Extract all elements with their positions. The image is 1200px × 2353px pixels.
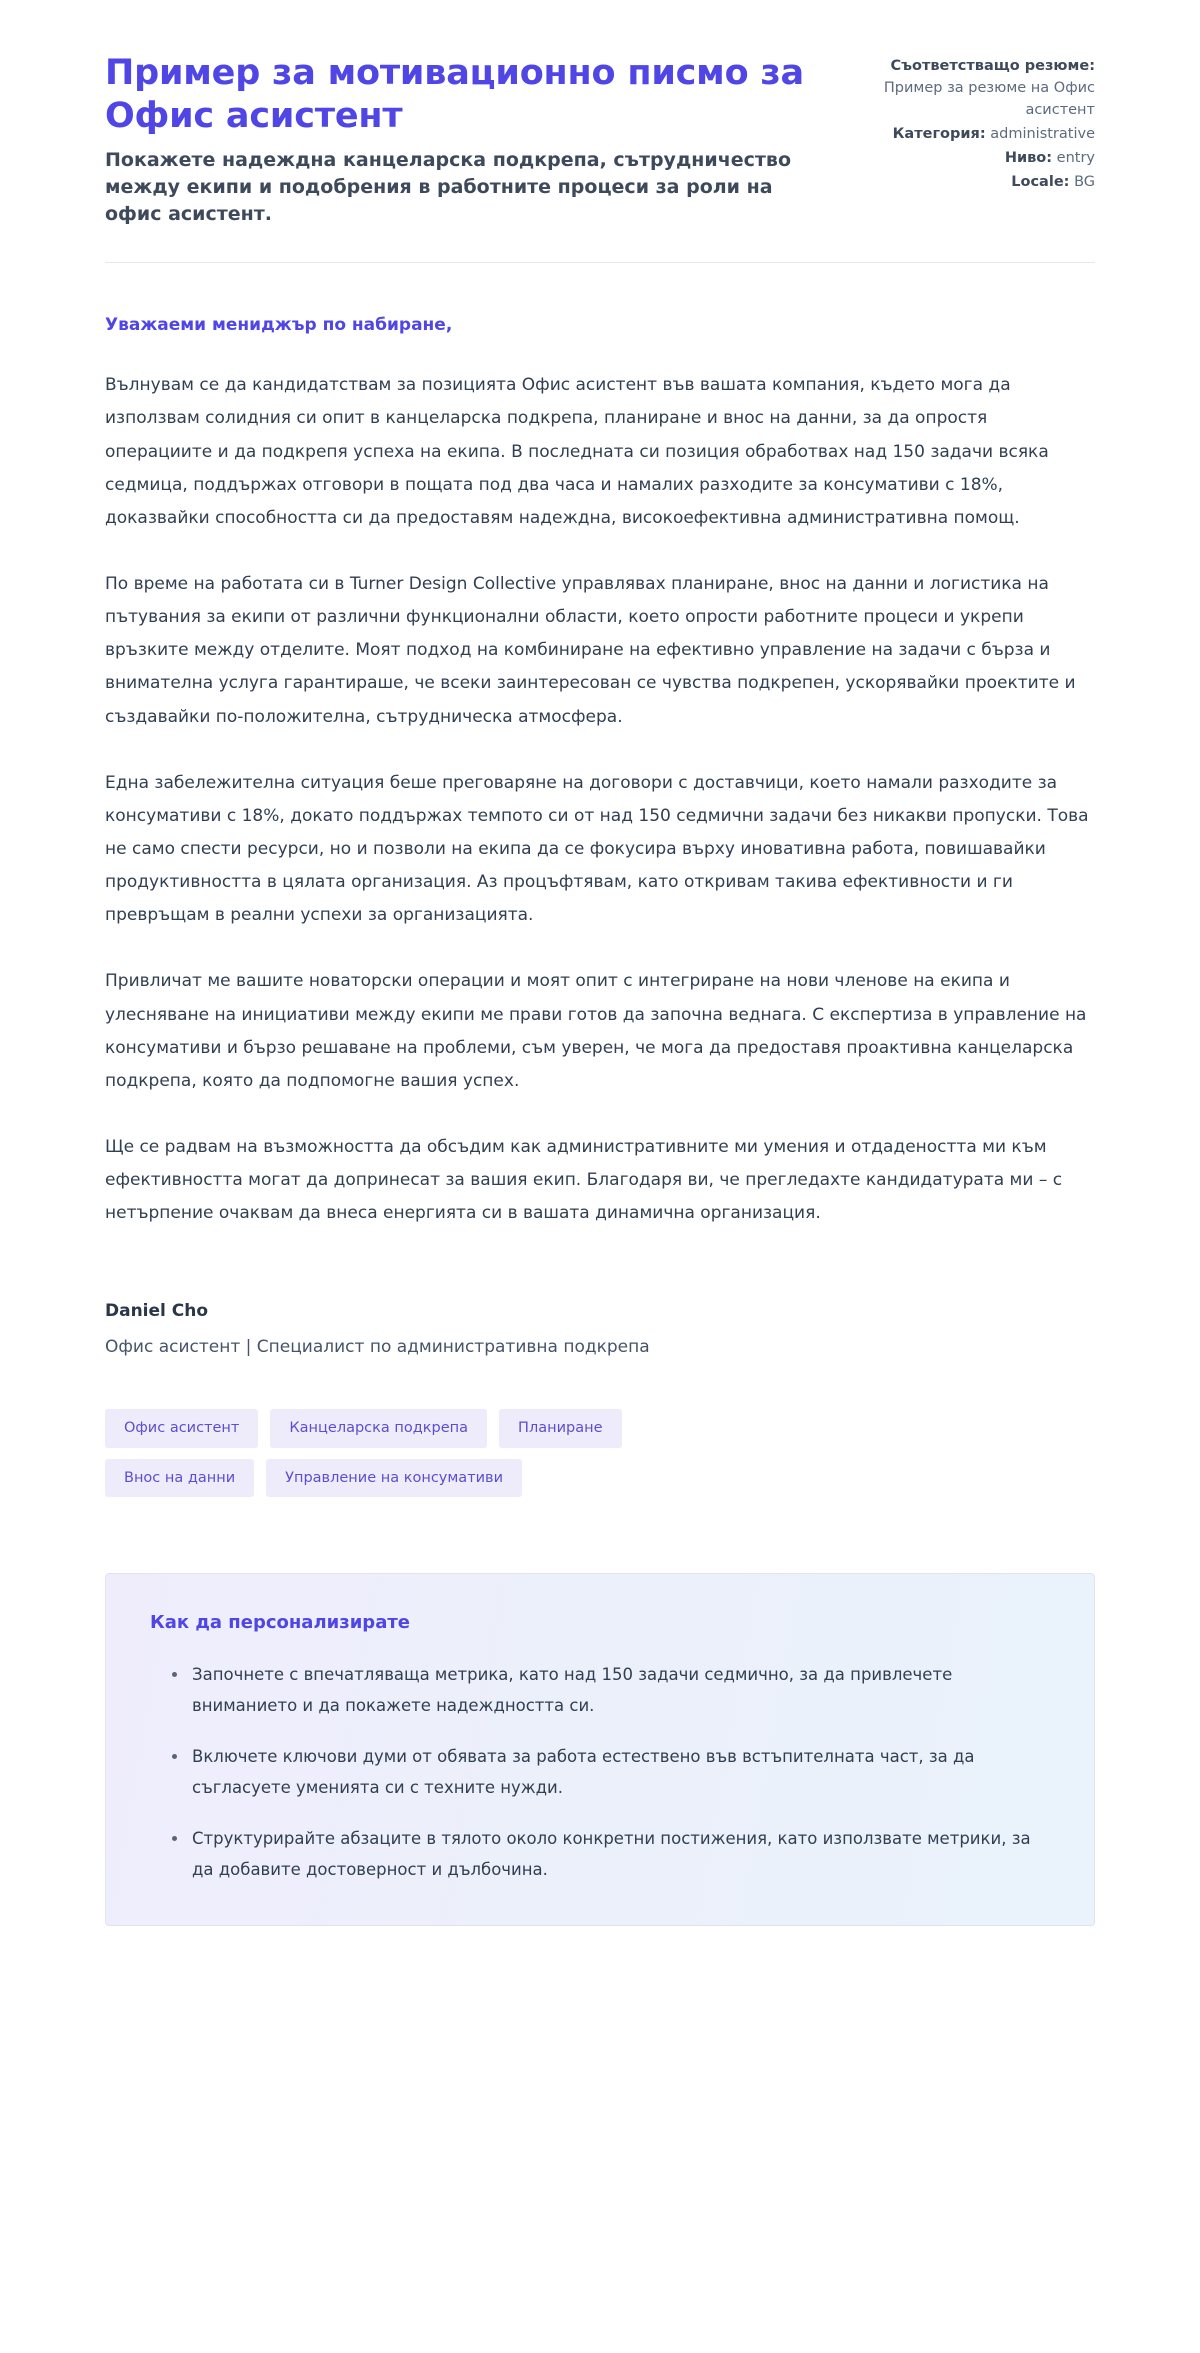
meta-category-label: Категория:: [892, 126, 986, 143]
letter-body: [0, 263, 1200, 1230]
meta-locale: [880, 171, 1095, 193]
header-metadata: [880, 52, 1095, 195]
meta-matching-resume: [880, 55, 1095, 121]
signature-name: Daniel Cho: [105, 1301, 209, 1322]
signature-block: [0, 1263, 1200, 1357]
tag-chip[interactable]: Офис асистент: [105, 1409, 258, 1447]
letter-salutation: Уважаеми мениджър по набиране,: [105, 315, 453, 336]
tag-chip[interactable]: Канцеларска подкрепа: [270, 1409, 487, 1447]
meta-level-label: Ниво:: [1004, 150, 1053, 167]
meta-matching-resume-label: Съответстващо резюме:: [890, 58, 1095, 74]
tips-list-item: Започнете с впечатляваща метрика, като над 150 задачи седмично, за да привлечете вниманието и да покажете надеждността си.: [172, 1659, 1050, 1721]
tag-chip[interactable]: Управление на консумативи: [266, 1459, 522, 1497]
header-title-block: [105, 52, 845, 228]
document-header: [0, 0, 1200, 228]
meta-level: [880, 147, 1095, 169]
tag-chip[interactable]: Внос на данни: [105, 1459, 254, 1497]
tag-chip[interactable]: Планиране: [499, 1409, 621, 1447]
tips-section: [0, 1497, 1200, 1986]
letter-paragraph: Една забележителна ситуация беше преговаряне на договори с доставчици, което намали разходите за консумативи с 18%, докато поддържах темпото си от над 150 седмични задачи без никакви пропуски. Това не само спести ресурси, но и позволи на екипа да се фокусира върху иновативна работа, повишавайки продуктивността в цялата организация. Аз процъфтявам, като откривам такива ефективности и ги превръщам в реални успехи за организацията.: [105, 772, 1089, 926]
meta-level-value: entry: [1056, 150, 1095, 167]
page-subtitle: Покажете надеждна канцеларска подкрепа, сътрудничество между екипи и подобрения в работните процеси за роли на офис асистент.: [105, 149, 792, 226]
tips-title: Как да персонализирате: [150, 1611, 410, 1633]
letter-paragraph: Привличат ме вашите новаторски операции и моят опит с интегриране на нови членове на екипа и улесняване на инициативи между екипи ме прави готов да започна веднага. С експертиза в управление на консумативи и бързо решаване на проблеми, съм уверен, че мога да предоставя проактивна канцеларска подкрепа, която да подпомогне вашия успех.: [105, 971, 1087, 1091]
signature-role: Офис асистент | Специалист по административна подкрепа: [105, 1337, 650, 1358]
tips-list-item: Структурирайте абзаците в тялото около конкретни постижения, като използвате метрики, за да добавите достоверност и дълбочина.: [172, 1823, 1050, 1885]
tips-callout: [105, 1573, 1095, 1926]
letter-paragraph: Вълнувам се да кандидатствам за позицията Офис асистент във вашата компания, където мога да използвам солидния си опит в канцеларска подкрепа, планиране и внос на данни, за да опростя операциите и да подкрепя успеха на екипа. В последната си позиция обработвах над 150 задачи всяка седмица, поддържах отговори в пощата под два часа и намалих разходите за консумативи с 18%, доказвайки способността си да предоставям надеждна, високоефективна административна помощ.: [105, 375, 1049, 528]
meta-locale-value: BG: [1074, 174, 1095, 191]
letter-paragraph: Ще се радвам на възможността да обсъдим как административните ми умения и отдадеността ми към ефективността могат да допринесат за вашия екип. Благодаря ви, че прегледахте кандидатурата ми – с нетърпение очаквам да внеса енергията си в вашата динамична организация.: [105, 1136, 1063, 1224]
meta-locale-label: Locale:: [1011, 174, 1070, 191]
meta-category-value: administrative: [990, 126, 1095, 143]
tips-list: [150, 1659, 1050, 1885]
meta-category: [880, 123, 1095, 145]
meta-matching-resume-value: Пример за резюме на Офис асистент: [883, 80, 1095, 119]
page-title: Пример за мотивационно писмо за Офис асистент: [105, 53, 804, 136]
tag-list: [0, 1357, 880, 1496]
letter-paragraph: По време на работата си в Turner Design Collective управлявах планиране, внос на данни и логистика на пътувания за екипи от различни функционални области, което опрости работните процеси и укрепи връзките между отделите. Моят подход на комбиниране на ефективно управление на задачи с бърза и внимателна услуга гарантираше, че всеки заинтересован се чувства подкрепен, ускорявайки проектите и създавайки по-положителна, сътрудническа атмосфера.: [105, 573, 1076, 727]
tips-list-item: Включете ключови думи от обявата за работа естествено във встъпителната част, за да съгласуете уменията си с техните нужди.: [172, 1741, 1050, 1803]
